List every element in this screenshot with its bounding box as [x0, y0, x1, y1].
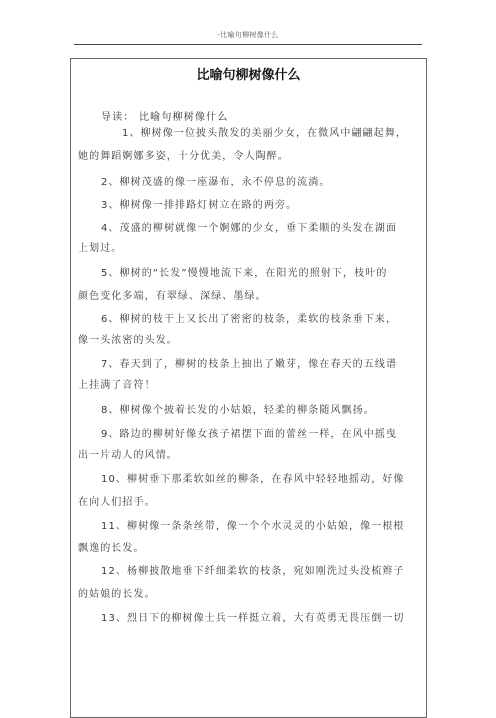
text-line: 7、春天到了，柳树的枝条上抽出了嫩芽，像在春天的五线谱 [101, 359, 398, 370]
text-line: 她的舞蹈婀娜多姿，十分优美，令人陶醉。 [78, 151, 289, 162]
text-line: 上划过。 [78, 243, 123, 254]
text-line: 在向人们招手。 [78, 497, 156, 508]
running-header [74, 30, 422, 40]
text-line: 12、杨柳披散地垂下纤细柔软的枝条，宛如刚洗过头没梳辫子 [101, 566, 405, 577]
text-line: 上挂满了音符！ [78, 380, 156, 391]
text-line: 9、路边的柳树好像女孩子裙摆下面的蕾丝一样，在风中摇曳 [101, 429, 398, 440]
text-line: 4、茂盛的柳树就像一个婀娜的少女，垂下柔顺的头发在湖面 [101, 223, 398, 234]
text-line: 飘逸的长发。 [78, 543, 145, 554]
text-line: 10、柳树垂下那柔软如丝的柳条，在春风中轻轻地摇动，好像 [101, 474, 405, 485]
text-line: 11、柳树像一条条丝带，像一个个水灵灵的小姑娘，像一根根 [101, 521, 405, 532]
text-line: 出一片动人的风情。 [78, 450, 178, 461]
text-line: 13、烈日下的柳树像士兵一样挺立着，大有英勇无畏压倒一切 [101, 613, 405, 624]
text-line: 1、柳树像一位披头散发的美丽少女，在微风中翩翩起舞， [122, 128, 407, 139]
text-line: 6、柳树的枝干上又长出了密密的枝条，柔软的枝条垂下来， [101, 314, 398, 325]
text-line: 3、柳树像一排排路灯树立在路的两旁。 [101, 200, 298, 211]
text-line: 2、柳树茂盛的像一座瀑布，永不停息的流淌。 [101, 177, 331, 188]
text-line: 像一头浓密的头发。 [78, 335, 178, 346]
header-rule [74, 44, 422, 45]
text-line: 的姑娘的长发。 [78, 589, 156, 600]
text-line: 5、柳树的“长发”慢慢地流下来，在阳光的照射下，枝叶的 [101, 268, 388, 279]
text-line: 颜色变化多端，有翠绿、深绿、墨绿。 [78, 291, 267, 302]
text-line: 8、柳树像个披着长发的小姑娘，轻柔的柳条随风飘扬。 [101, 405, 375, 416]
document-intro: 导读： 比喻句柳树像什么 [101, 112, 229, 123]
running-header-title: -比喻句柳树像什么 [217, 31, 279, 39]
document-title: 比喻句柳树像什么 [196, 68, 301, 83]
